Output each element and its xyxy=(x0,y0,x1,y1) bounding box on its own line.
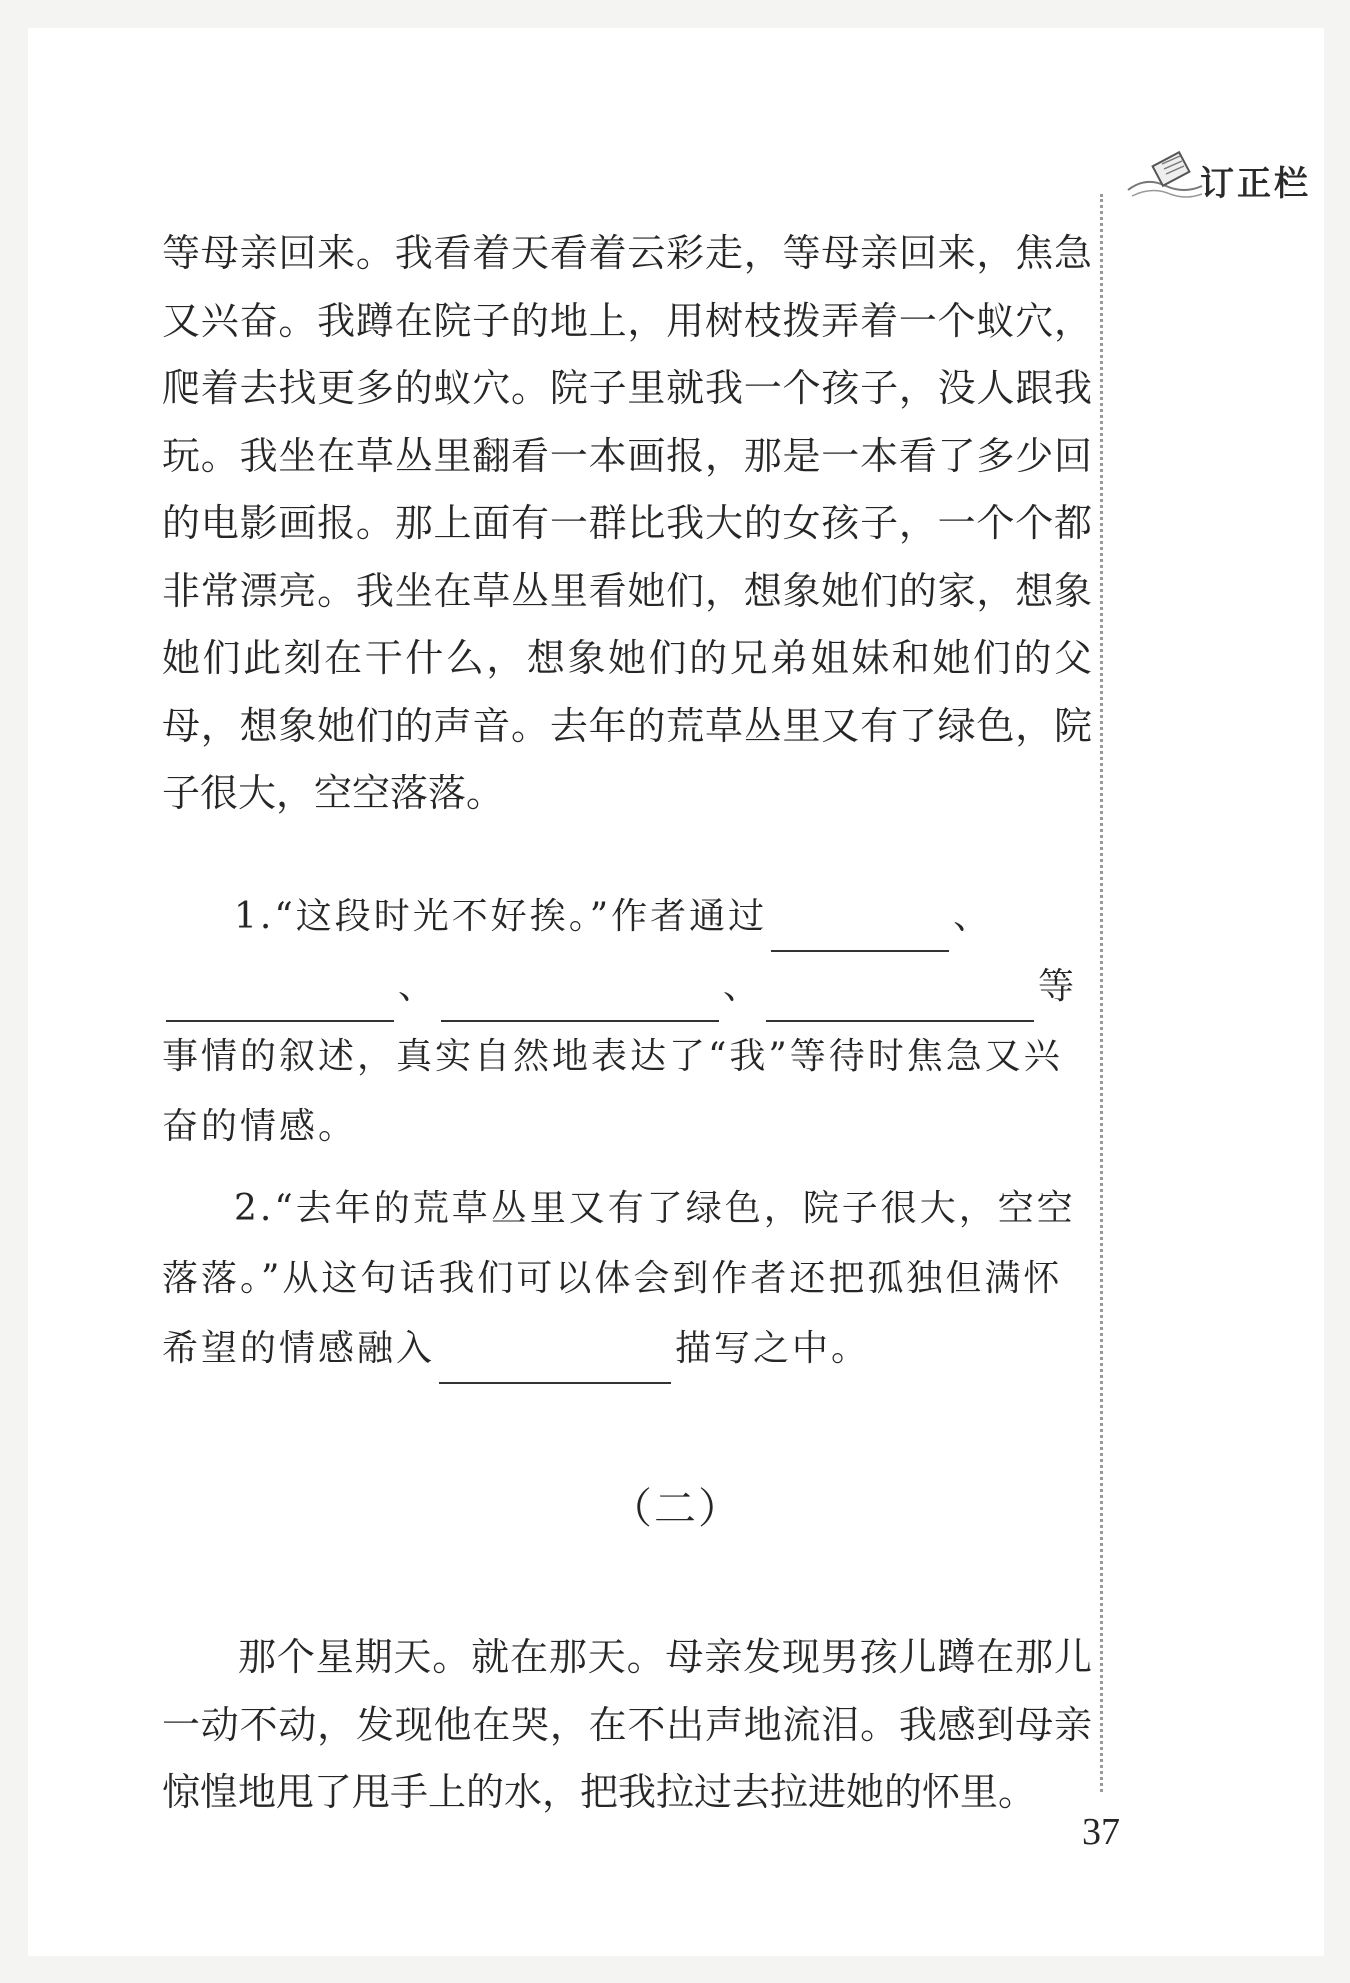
question-2-prompt: 2.“去年的荒草丛里又有了绿色，院子很大，空空落落。”从这句话我们可以体会到作者还把孤独但满怀希望的情感融入 xyxy=(162,1188,1076,1369)
correction-column-tag xyxy=(1114,124,1324,224)
answer-blank-1[interactable] xyxy=(771,904,949,952)
pencil-note-icon xyxy=(1126,146,1204,206)
answer-blank-2[interactable] xyxy=(166,974,394,1022)
question-1-separator: 、 xyxy=(953,896,993,937)
question-1-ending: 等事情的叙述，真实自然地表达了“我”等待时焦急又兴奋的情感。 xyxy=(162,966,1078,1147)
question-2 xyxy=(162,1174,1092,1384)
question-1-intro: 1.“这段时光不好挨。”作者通过 xyxy=(234,896,768,937)
answer-blank-5[interactable] xyxy=(439,1336,671,1384)
question-1 xyxy=(162,882,1092,1162)
reading-passage-continued: 等母亲回来。我看着天看着云彩走，等母亲回来，焦急又兴奋。我蹲在院子的地上，用树枝拨弄着一个蚁穴，爬着去找更多的蚁穴。院子里就我一个孩子，没人跟我玩。我坐在草丛里翻看一本画报，那是一本看了多少回的电影画报。那上面有一群比我大的女孩子，一个个都非常漂亮。我坐在草丛里看她们，想象她们的家，想象她们此刻在干什么，想象她们的兄弟姐妹和她们的父母，想象她们的声音。去年的荒草丛里又有了绿色，院子很大，空空落落。 xyxy=(162,231,1092,815)
workbook-page xyxy=(28,28,1324,1956)
page-number: 37 xyxy=(1082,1811,1120,1853)
correction-column-divider xyxy=(1100,194,1103,1792)
question-1-separator: 、 xyxy=(723,966,763,1007)
correction-column-label: 订正栏 xyxy=(1200,164,1311,204)
section-heading: （二） xyxy=(609,1484,742,1533)
reading-passage-two: 那个星期天。就在那天。母亲发现男孩儿蹲在那儿一动不动，发现他在哭，在不出声地流泪。我感到母亲惊惶地甩了甩手上的水，把我拉过去拉进她的怀里。 xyxy=(162,1635,1092,1814)
answer-blank-3[interactable] xyxy=(441,974,719,1022)
question-1-separator: 、 xyxy=(398,966,438,1007)
answer-blank-4[interactable] xyxy=(766,974,1034,1022)
question-2-ending: 描写之中。 xyxy=(675,1328,871,1369)
